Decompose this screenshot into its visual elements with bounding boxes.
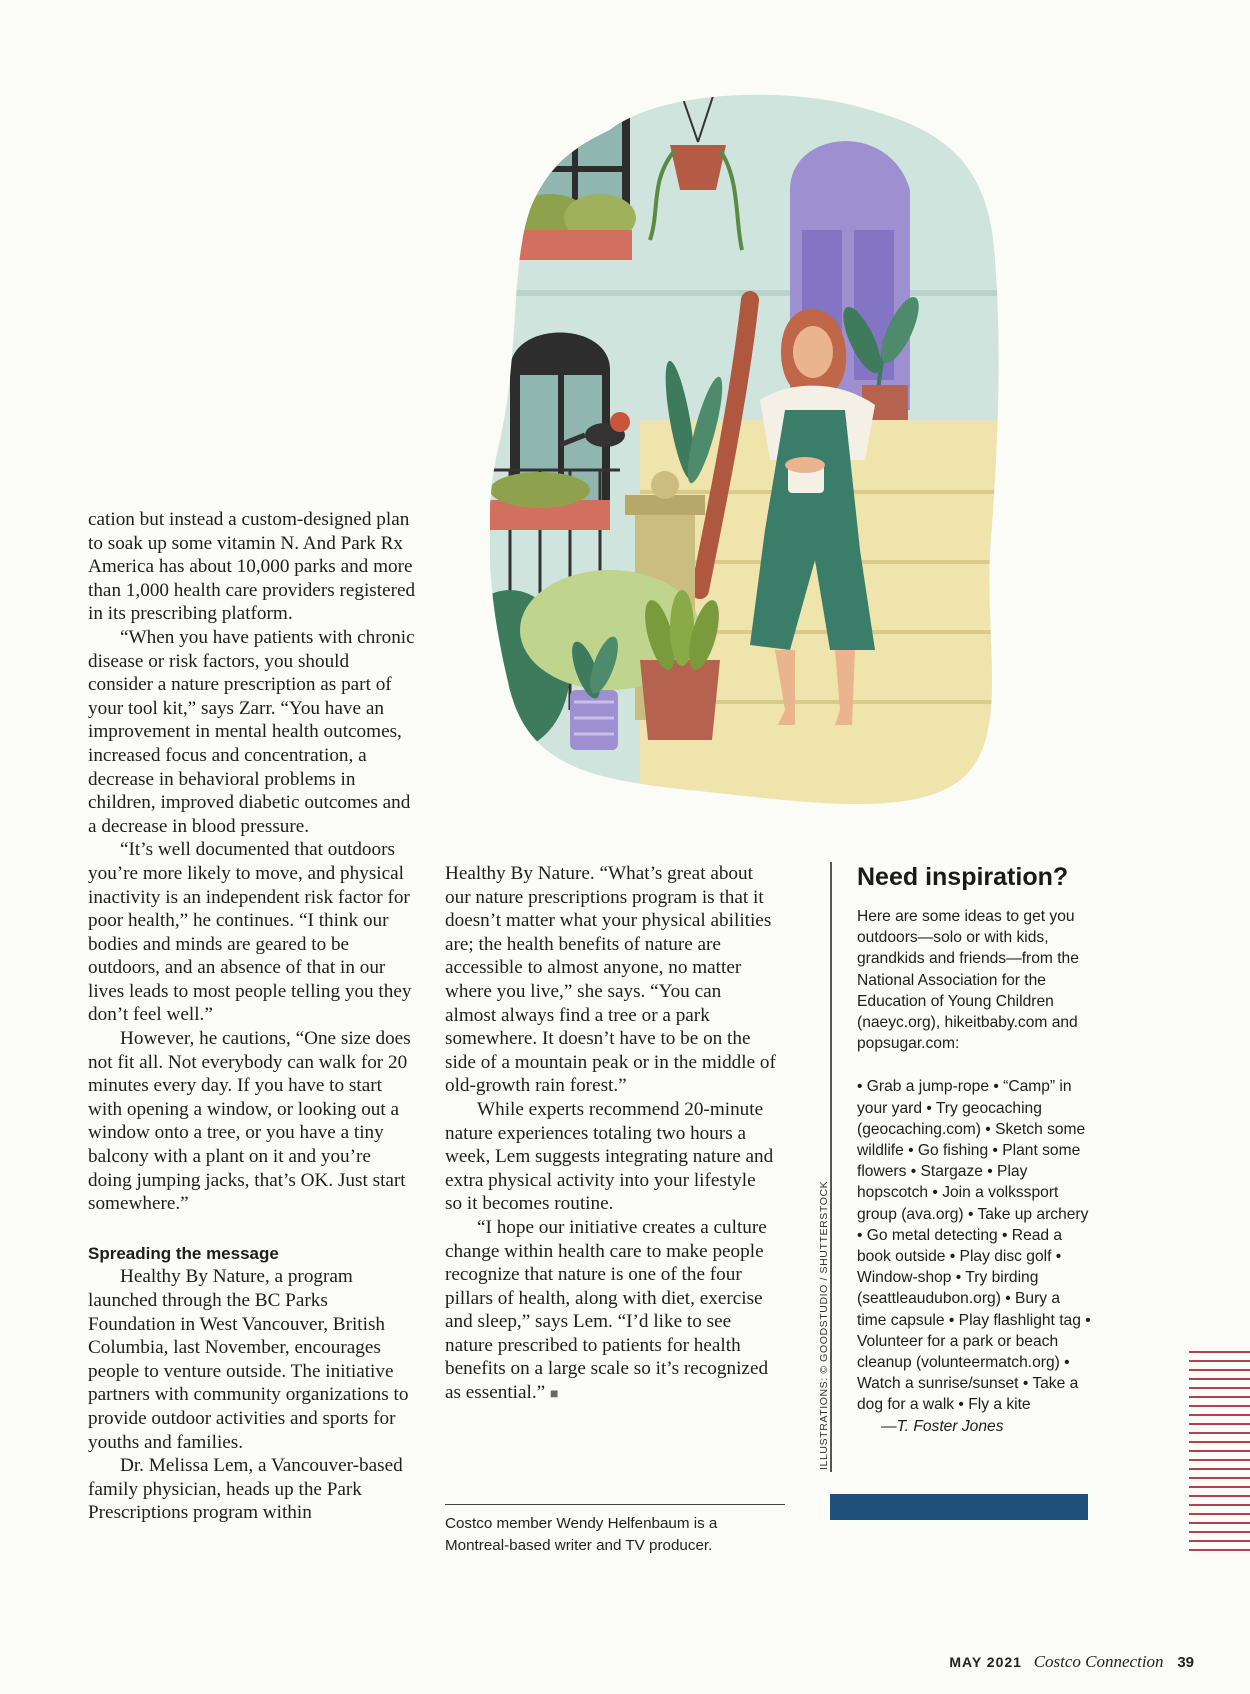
paragraph-text: “I hope our initiative creates a culture change within health care to make people recognize that nature is one of the four pillars of health, along with diet, exercise and sleep,” says Lem. “I’d like to see nature prescribed to patients for health benefits on a large scale so it’s recognized as essential.”	[445, 1216, 769, 1404]
paragraph: Healthy By Nature, a program launched through the BC Parks Foundation in West Vancouver, British Columbia, last November, encourages people to venture outside. The initiative partners with community organizations to provide outdoor activities and sports for youths and families.	[88, 1266, 409, 1453]
paragraph: “When you have patients with chronic disease or risk factors, you should consider a nature prescription as part of your tool kit,” says Zarr. “You have an improvement in mental health outcomes, increased focus and concentration, a decrease in behavioral problems in children, improved diabetic outcomes and a decrease in blood pressure.	[88, 626, 415, 837]
sidebar-title: Need inspiration?	[857, 863, 1069, 891]
sidebar-divider	[830, 862, 832, 1472]
page-number: 39	[1177, 1654, 1194, 1671]
sidebar-byline: —T. Foster Jones	[881, 1417, 1004, 1435]
paragraph: While experts recommend 20-minute nature experiences totaling two hours a week, Lem suggests integrating nature and extra physical activity into your lifestyle so it becomes routine.	[445, 1098, 774, 1215]
decorative-stripes	[1189, 1351, 1250, 1555]
paragraph: cation but instead a custom-designed plan to soak up some vitamin N. And Park Rx America has about 10,000 parks and more than 1,000 health care providers registered in its prescribing platform.	[88, 509, 416, 625]
page-footer	[949, 1652, 1194, 1672]
end-mark: ■	[549, 1387, 559, 1403]
sidebar-need-inspiration	[857, 862, 1093, 1437]
article-column-1	[88, 508, 418, 1525]
paragraph	[445, 1216, 777, 1407]
subheading: Spreading the message	[88, 1243, 279, 1263]
sidebar-ideas-list: • Grab a jump-rope • “Camp” in your yard • Try geocaching (geocaching.com) • Sketch some wildlife • Go fishing • Plant some flowers • Stargaze • Play hopscotch • Join a volkssport group (ava.org) • Take up archery • Go metal detecting • Read a book outside • Play disc golf • Window-shop • Try birding (seattleaudubon.org) • Bury a time capsule • Play flashlight tag • Volunteer for a park or beach cleanup (volunteermatch.org) • Watch a sunrise/sunset • Take a dog for a walk • Fly a kite	[857, 1078, 1091, 1414]
paragraph: Dr. Melissa Lem, a Vancouver-based family physician, heads up the Park Prescriptions program within	[88, 1455, 403, 1524]
paragraph: However, he cautions, “One size does not fit all. Not everybody can walk for 20 minutes every day. If you have to start with opening a window, or looking out a window onto a tree, or you have a tiny balcony with a plant on it and you’re doing jumping jacks, that’s OK. Just start somewhere.”	[88, 1028, 411, 1215]
paragraph: “It’s well documented that outdoors you’re more likely to move, and physical inactivity is an independent risk factor for poor health,” he continues. “I think our bodies and minds are geared to be outdoors, and an absence of that in our lives leads to most people telling you they don’t feel well.”	[88, 839, 412, 1026]
paragraph: Healthy By Nature. “What’s great about our nature prescriptions program is that it doesn’t matter what your physical abilities are; the health benefits of nature are accessible to almost anyone, no matter where you live,” she says. “You can almost always find a tree or a park somewhere. It doesn’t have to be on the side of a mountain peak or in the middle of old-growth rain forest.”	[445, 863, 776, 1097]
accent-bar	[830, 1494, 1088, 1520]
magazine-name: Costco Connection	[1033, 1652, 1164, 1671]
sidebar-intro: Here are some ideas to get you outdoors—solo or with kids, grandkids and friends—from the National Association for the Education of Young Children (naeyc.org), hikeitbaby.com and popsugar.com:	[857, 908, 1079, 1053]
illustration-woman-on-stoop	[490, 90, 1010, 810]
article-column-2	[445, 862, 777, 1407]
issue-date: MAY 2021	[949, 1654, 1022, 1670]
illustration-credit: ILLUSTRATIONS: © GOODSTUDIO / SHUTTERSTOCK	[818, 1180, 830, 1470]
author-bio: Costco member Wendy Helfenbaum is a Montreal-based writer and TV producer.	[445, 1504, 785, 1557]
